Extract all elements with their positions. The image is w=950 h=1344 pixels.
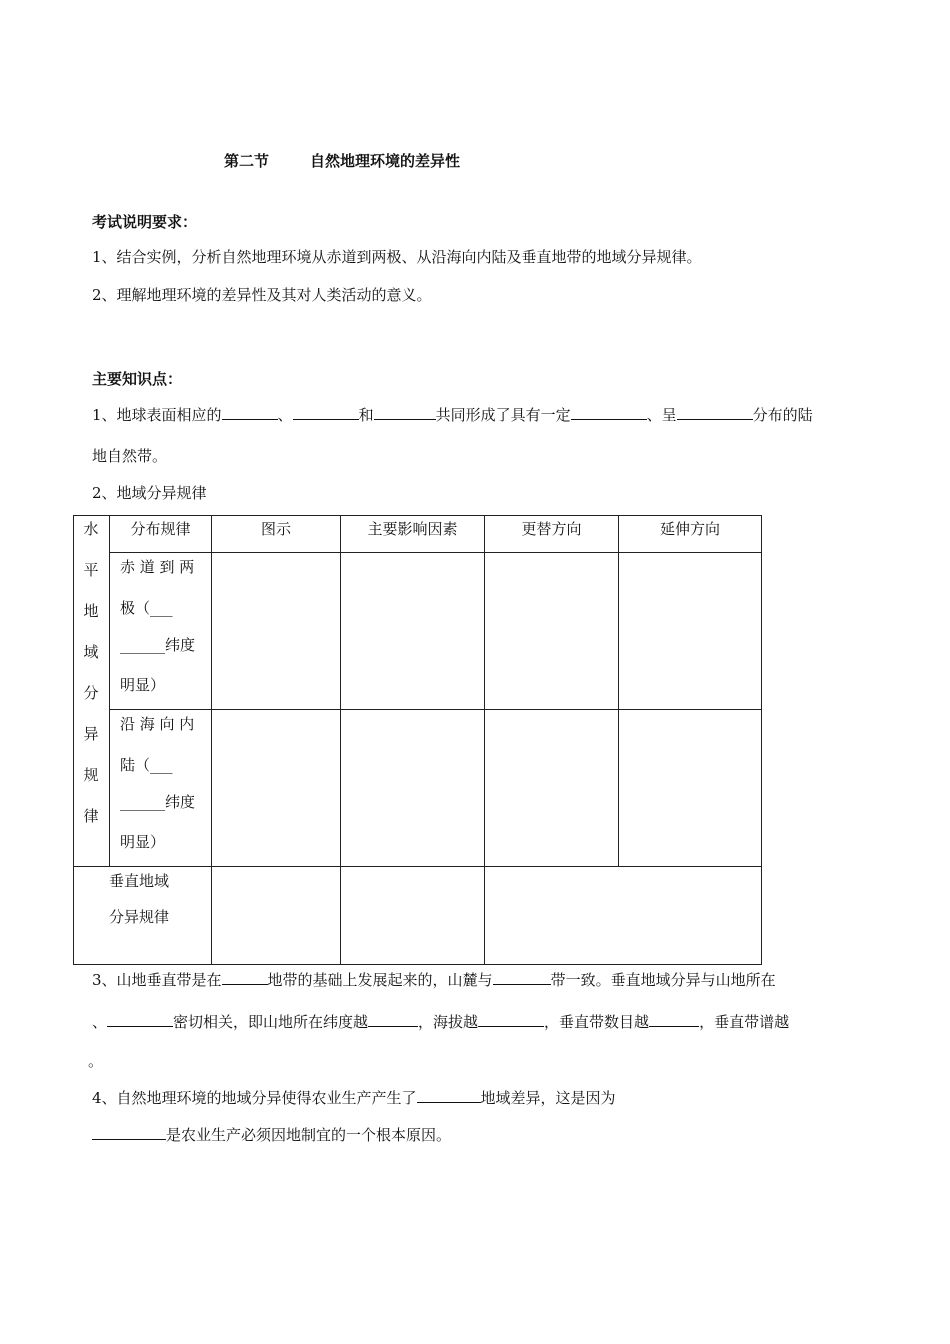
table-header: 图示 (260, 520, 291, 538)
requirement-item-2: 2、理解地理环境的差异性及其对人类活动的意义。 (92, 286, 432, 304)
question-1-line-1 (92, 404, 813, 425)
q3-text: 地带的基础上发展起来的，山麓与 (267, 971, 493, 989)
q4-text: 地域差异，这是因为 (480, 1089, 616, 1107)
q1-text: 、呈 (646, 406, 677, 424)
table-rule (211, 515, 212, 965)
table-rule (484, 515, 485, 965)
table-border (73, 964, 762, 965)
q1-text: 共同形成了具有一定 (435, 406, 571, 424)
table-header: 主要影响因素 (367, 520, 458, 538)
fill-blank[interactable] (417, 1087, 481, 1103)
fill-blank[interactable] (293, 404, 359, 420)
table-rule (109, 515, 110, 866)
question-3-line-2 (92, 1011, 789, 1032)
zonation-table (73, 515, 762, 965)
q3-text: ，垂直带谱越 (699, 1013, 790, 1031)
side-label-char: 平 (83, 561, 99, 579)
fill-blank[interactable] (368, 1011, 418, 1027)
knowledge-heading: 主要知识点： (92, 370, 183, 388)
q1-text: 1、地球表面相应的 (92, 406, 222, 424)
table-rule (109, 709, 762, 710)
row1-label-line: ______纬度 (120, 636, 196, 654)
table-rule (73, 866, 762, 867)
fill-blank[interactable] (222, 969, 268, 985)
table-rule (340, 515, 341, 965)
side-label-char: 异 (83, 725, 99, 743)
table-header: 分布规律 (130, 520, 191, 538)
q3-text: 、 (92, 1013, 108, 1031)
question-3-line-3: 。 (88, 1052, 104, 1070)
row2-label-line: 明显） (120, 833, 166, 851)
side-label-char: 水 (83, 520, 99, 538)
q3-text: ，海拔越 (418, 1013, 479, 1031)
row2-label-line: 沿 海 向 内 (120, 715, 195, 733)
row1-label-line: 极（___ (120, 599, 173, 617)
page-title: 自然地理环境的差异性 (310, 152, 461, 170)
q1-text: 、 (277, 406, 293, 424)
table-rule (109, 552, 762, 553)
table-header: 更替方向 (521, 520, 582, 538)
table-border (73, 515, 762, 516)
q3-text: 带一致。垂直地域分异与山地所在 (550, 971, 776, 989)
fill-blank[interactable] (92, 1124, 166, 1140)
q3-text: 密切相关，即山地所在纬度越 (173, 1013, 369, 1031)
side-label-char: 分 (83, 684, 99, 702)
question-1-line-2: 地自然带。 (92, 447, 168, 465)
side-label-char: 域 (83, 643, 99, 661)
fill-blank[interactable] (478, 1011, 544, 1027)
q3-text: 3、山地垂直带是在 (92, 971, 222, 989)
q4-text: 4、自然地理环境的地域分异使得农业生产产生了 (92, 1089, 417, 1107)
side-label-char: 律 (83, 807, 99, 825)
table-border (761, 515, 762, 965)
question-3-line-1 (92, 969, 776, 990)
fill-blank[interactable] (649, 1011, 699, 1027)
fill-blank[interactable] (374, 404, 436, 420)
row1-label-line: 赤 道 到 两 (120, 558, 195, 576)
row3-label-line: 分异规律 (109, 908, 170, 926)
question-4-line-1 (92, 1087, 616, 1108)
q4-text: 是农业生产必须因地制宜的一个根本原因。 (166, 1126, 452, 1144)
requirement-item-1: 1、结合实例，分析自然地理环境从赤道到两极、从沿海向内陆及垂直地带的地域分异规律。 (92, 248, 702, 266)
fill-blank[interactable] (493, 969, 551, 985)
fill-blank[interactable] (677, 404, 753, 420)
fill-blank[interactable] (107, 1011, 173, 1027)
table-header: 延伸方向 (659, 520, 720, 538)
question-2-heading: 2、地域分异规律 (92, 484, 207, 502)
row3-label-line: 垂直地域 (109, 872, 170, 890)
q1-text: 分布的陆 (752, 406, 813, 424)
side-label-char: 地 (83, 602, 99, 620)
row2-label-line: 陆（___ (120, 756, 173, 774)
row1-label-line: 明显） (120, 676, 166, 694)
fill-blank[interactable] (571, 404, 647, 420)
fill-blank[interactable] (222, 404, 278, 420)
side-label-char: 规 (83, 766, 99, 784)
q1-text: 和 (358, 406, 374, 424)
q3-text: ，垂直带数目越 (544, 1013, 650, 1031)
requirements-heading: 考试说明要求： (92, 213, 198, 231)
page-title-section: 第二节 (224, 152, 270, 170)
row2-label-line: ______纬度 (120, 793, 196, 811)
table-rule (618, 515, 619, 866)
question-4-line-2 (92, 1124, 451, 1145)
